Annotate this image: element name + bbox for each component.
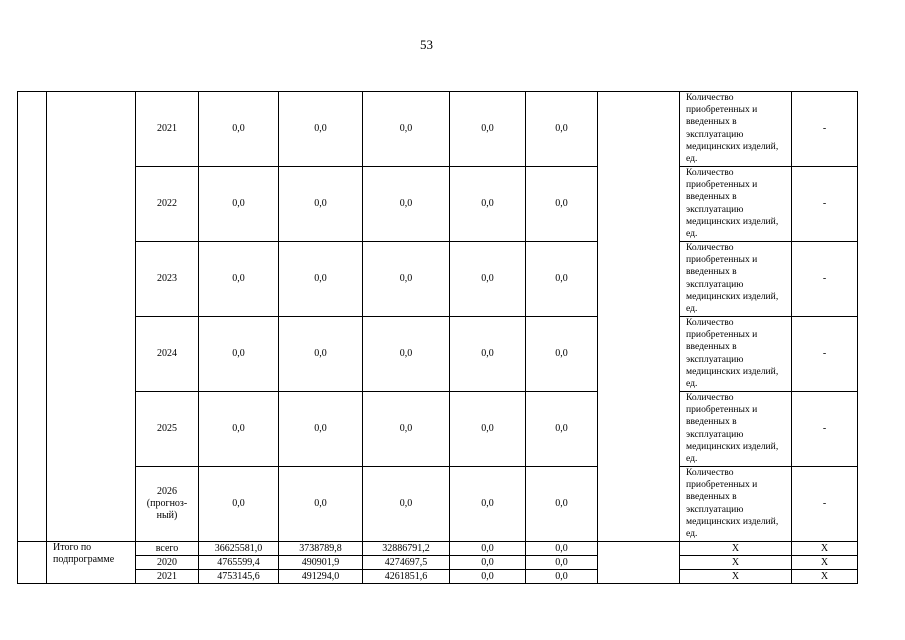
x-cell: X	[792, 570, 858, 584]
value-cell: 0,0	[526, 167, 598, 242]
target-cell: -	[792, 92, 858, 167]
indicator-cell: Количество приобретенных и введенных в эксплуатацию медицинских изделий, ед.	[680, 92, 792, 167]
value-cell: 0,0	[526, 392, 598, 467]
value-cell: 4274697,5	[363, 556, 450, 570]
indicator-cell: Количество приобретенных и введенных в эксплуатацию медицинских изделий, ед.	[680, 467, 792, 542]
value-cell: 0,0	[450, 570, 526, 584]
table-row	[18, 467, 858, 542]
table-row	[18, 317, 858, 392]
value-cell: 0,0	[526, 467, 598, 542]
value-cell: 0,0	[363, 467, 450, 542]
target-cell: -	[792, 167, 858, 242]
empty-cell	[598, 542, 680, 584]
year-cell: 2026 (прогноз-ный)	[136, 467, 199, 542]
year-cell: 2022	[136, 167, 199, 242]
value-cell: 0,0	[279, 242, 363, 317]
x-cell: X	[792, 542, 858, 556]
x-cell: X	[680, 556, 792, 570]
value-cell: 32886791,2	[363, 542, 450, 556]
table-row	[18, 556, 858, 570]
page-number: 53	[420, 37, 433, 52]
value-cell: 0,0	[279, 317, 363, 392]
table-row	[18, 570, 858, 584]
value-cell: 0,0	[363, 92, 450, 167]
indicator-cell: Количество приобретенных и введенных в эксплуатацию медицинских изделий, ед.	[680, 242, 792, 317]
indicator-cell: Количество приобретенных и введенных в эксплуатацию медицинских изделий, ед.	[680, 167, 792, 242]
value-cell: 491294,0	[279, 570, 363, 584]
value-cell: 4753145,6	[199, 570, 279, 584]
total-label: Итого по подпрограмме	[47, 542, 136, 584]
value-cell: 36625581,0	[199, 542, 279, 556]
value-cell: 0,0	[199, 392, 279, 467]
x-cell: X	[792, 556, 858, 570]
value-cell: 0,0	[450, 556, 526, 570]
value-cell: 0,0	[199, 242, 279, 317]
year-cell: 2023	[136, 242, 199, 317]
value-cell: 0,0	[450, 242, 526, 317]
indicator-cell: Количество приобретенных и введенных в эксплуатацию медицинских изделий, ед.	[680, 317, 792, 392]
value-cell: 0,0	[450, 317, 526, 392]
value-cell: 0,0	[199, 317, 279, 392]
empty-cell	[18, 92, 47, 542]
value-cell: 4261851,6	[363, 570, 450, 584]
value-cell: 0,0	[279, 467, 363, 542]
value-cell: 0,0	[279, 92, 363, 167]
value-cell: 0,0	[199, 467, 279, 542]
value-cell: 0,0	[526, 92, 598, 167]
indicator-cell: Количество приобретенных и введенных в эксплуатацию медицинских изделий, ед.	[680, 392, 792, 467]
table-row	[18, 542, 858, 556]
value-cell: 0,0	[199, 92, 279, 167]
period-cell: 2021	[136, 570, 199, 584]
target-cell: -	[792, 242, 858, 317]
value-cell: 0,0	[450, 542, 526, 556]
table-row	[18, 242, 858, 317]
year-cell: 2025	[136, 392, 199, 467]
value-cell: 0,0	[450, 467, 526, 542]
empty-cell	[18, 542, 47, 584]
value-cell: 0,0	[363, 242, 450, 317]
year-cell: 2024	[136, 317, 199, 392]
value-cell: 0,0	[363, 392, 450, 467]
year-cell: 2021	[136, 92, 199, 167]
table-row	[18, 392, 858, 467]
value-cell: 0,0	[450, 92, 526, 167]
value-cell: 0,0	[199, 167, 279, 242]
target-cell: -	[792, 392, 858, 467]
period-cell: всего	[136, 542, 199, 556]
value-cell: 0,0	[363, 317, 450, 392]
target-cell: -	[792, 317, 858, 392]
value-cell: 3738789,8	[279, 542, 363, 556]
value-cell: 490901,9	[279, 556, 363, 570]
budget-table	[17, 91, 858, 584]
value-cell: 0,0	[526, 556, 598, 570]
value-cell: 0,0	[279, 167, 363, 242]
x-cell: X	[680, 542, 792, 556]
value-cell: 0,0	[279, 392, 363, 467]
empty-cell	[47, 92, 136, 542]
value-cell: 4765599,4	[199, 556, 279, 570]
value-cell: 0,0	[450, 392, 526, 467]
period-cell: 2020	[136, 556, 199, 570]
value-cell: 0,0	[526, 242, 598, 317]
table-row	[18, 92, 858, 167]
value-cell: 0,0	[526, 570, 598, 584]
value-cell: 0,0	[526, 542, 598, 556]
x-cell: X	[680, 570, 792, 584]
value-cell: 0,0	[363, 167, 450, 242]
value-cell: 0,0	[450, 167, 526, 242]
value-cell: 0,0	[526, 317, 598, 392]
empty-cell	[598, 92, 680, 542]
target-cell: -	[792, 467, 858, 542]
table-row	[18, 167, 858, 242]
